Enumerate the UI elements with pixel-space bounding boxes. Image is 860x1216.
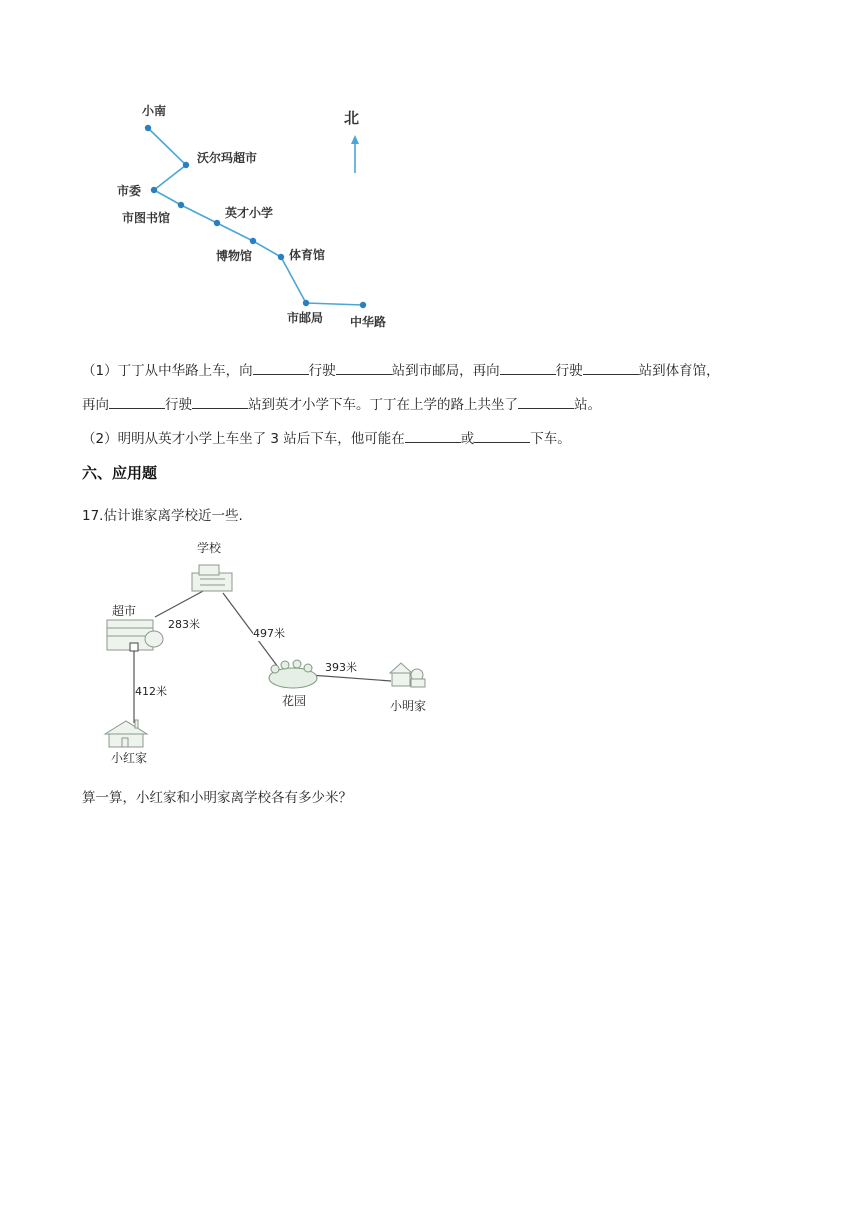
station-label-post: 市邮局 <box>287 311 324 325</box>
answer-blank[interactable] <box>336 360 392 375</box>
q2-text: （2）明明从英才小学上车坐了 3 站后下车，他可能在 <box>82 431 405 447</box>
q1-text: （1）丁丁从中华路上车，向 <box>82 363 253 379</box>
distance-garden-xiaoming: 393米 <box>325 661 357 674</box>
answer-blank[interactable] <box>192 394 248 409</box>
station-dot-shiwei <box>151 187 157 193</box>
question-1-line-2 <box>82 394 601 415</box>
road-garden-xiaoming <box>310 675 391 681</box>
station-dot-walmart <box>183 162 189 168</box>
label-supermarket: 超市 <box>112 604 137 618</box>
station-dot-museum <box>250 238 256 244</box>
distance-map-lines <box>95 535 445 775</box>
station-label-zhonghua: 中华路 <box>350 315 387 329</box>
answer-blank[interactable] <box>583 360 639 375</box>
question-17-prompt: 算一算，小红家和小明家离学校各有多少米？ <box>82 790 352 806</box>
q2-text: 或 <box>460 431 475 447</box>
label-xiaoming-home: 小明家 <box>390 699 427 713</box>
station-dot-post <box>303 300 309 306</box>
label-school: 学校 <box>197 541 222 555</box>
station-label-xiaonan: 小南 <box>142 104 167 118</box>
answer-blank[interactable] <box>109 394 165 409</box>
school-icon <box>192 565 232 591</box>
label-xiaohong-home: 小红家 <box>111 751 148 765</box>
station-label-shiwei: 市委 <box>117 184 142 198</box>
bus-route-map <box>100 95 420 335</box>
xiaoming-home-icon <box>390 663 425 687</box>
road-school-supermarket <box>155 590 205 617</box>
label-garden: 花园 <box>282 694 307 708</box>
answer-blank[interactable] <box>518 394 574 409</box>
station-dot-gym <box>278 254 284 260</box>
supermarket-icon <box>107 620 163 651</box>
question-2 <box>82 428 571 449</box>
q1-text: 行驶 <box>308 363 336 379</box>
section-title: 六、应用题 <box>82 464 158 482</box>
q1-text: 站到市邮局，再向 <box>391 363 500 379</box>
station-label-yingcai: 英才小学 <box>225 206 274 220</box>
q2-text: 下车。 <box>530 431 571 447</box>
q1-text: 站。 <box>574 397 601 413</box>
q1-text: 行驶 <box>165 397 192 413</box>
question-1-line-1 <box>82 360 720 381</box>
q1-text: 站到体育馆， <box>638 363 720 379</box>
answer-blank[interactable] <box>474 428 530 443</box>
station-label-museum: 博物馆 <box>216 249 253 263</box>
north-label: 北 <box>344 109 360 127</box>
q1-text: 站到英才小学下车。丁丁在上学的路上共坐了 <box>248 397 518 413</box>
q1-text: 行驶 <box>555 363 583 379</box>
station-dot-yingcai <box>214 220 220 226</box>
station-label-walmart: 沃尔玛超市 <box>197 151 258 165</box>
station-label-gym: 体育馆 <box>289 248 326 262</box>
answer-blank[interactable] <box>253 360 309 375</box>
question-17-title: 17.估计谁家离学校近一些. <box>82 508 243 524</box>
station-label-library: 市图书馆 <box>122 211 171 225</box>
station-dot-xiaonan <box>145 125 151 131</box>
distance-school-garden: 497米 <box>253 627 285 640</box>
distance-school-supermarket: 283米 <box>168 618 200 631</box>
distance-map <box>95 535 445 775</box>
q1-text: 再向 <box>82 397 109 413</box>
north-arrow-icon <box>351 135 359 173</box>
xiaohong-home-icon <box>105 720 147 747</box>
distance-supermarket-xiaohong: 412米 <box>135 685 167 698</box>
station-dot-library <box>178 202 184 208</box>
answer-blank[interactable] <box>500 360 556 375</box>
station-dot-zhonghua <box>360 302 366 308</box>
answer-blank[interactable] <box>405 428 461 443</box>
